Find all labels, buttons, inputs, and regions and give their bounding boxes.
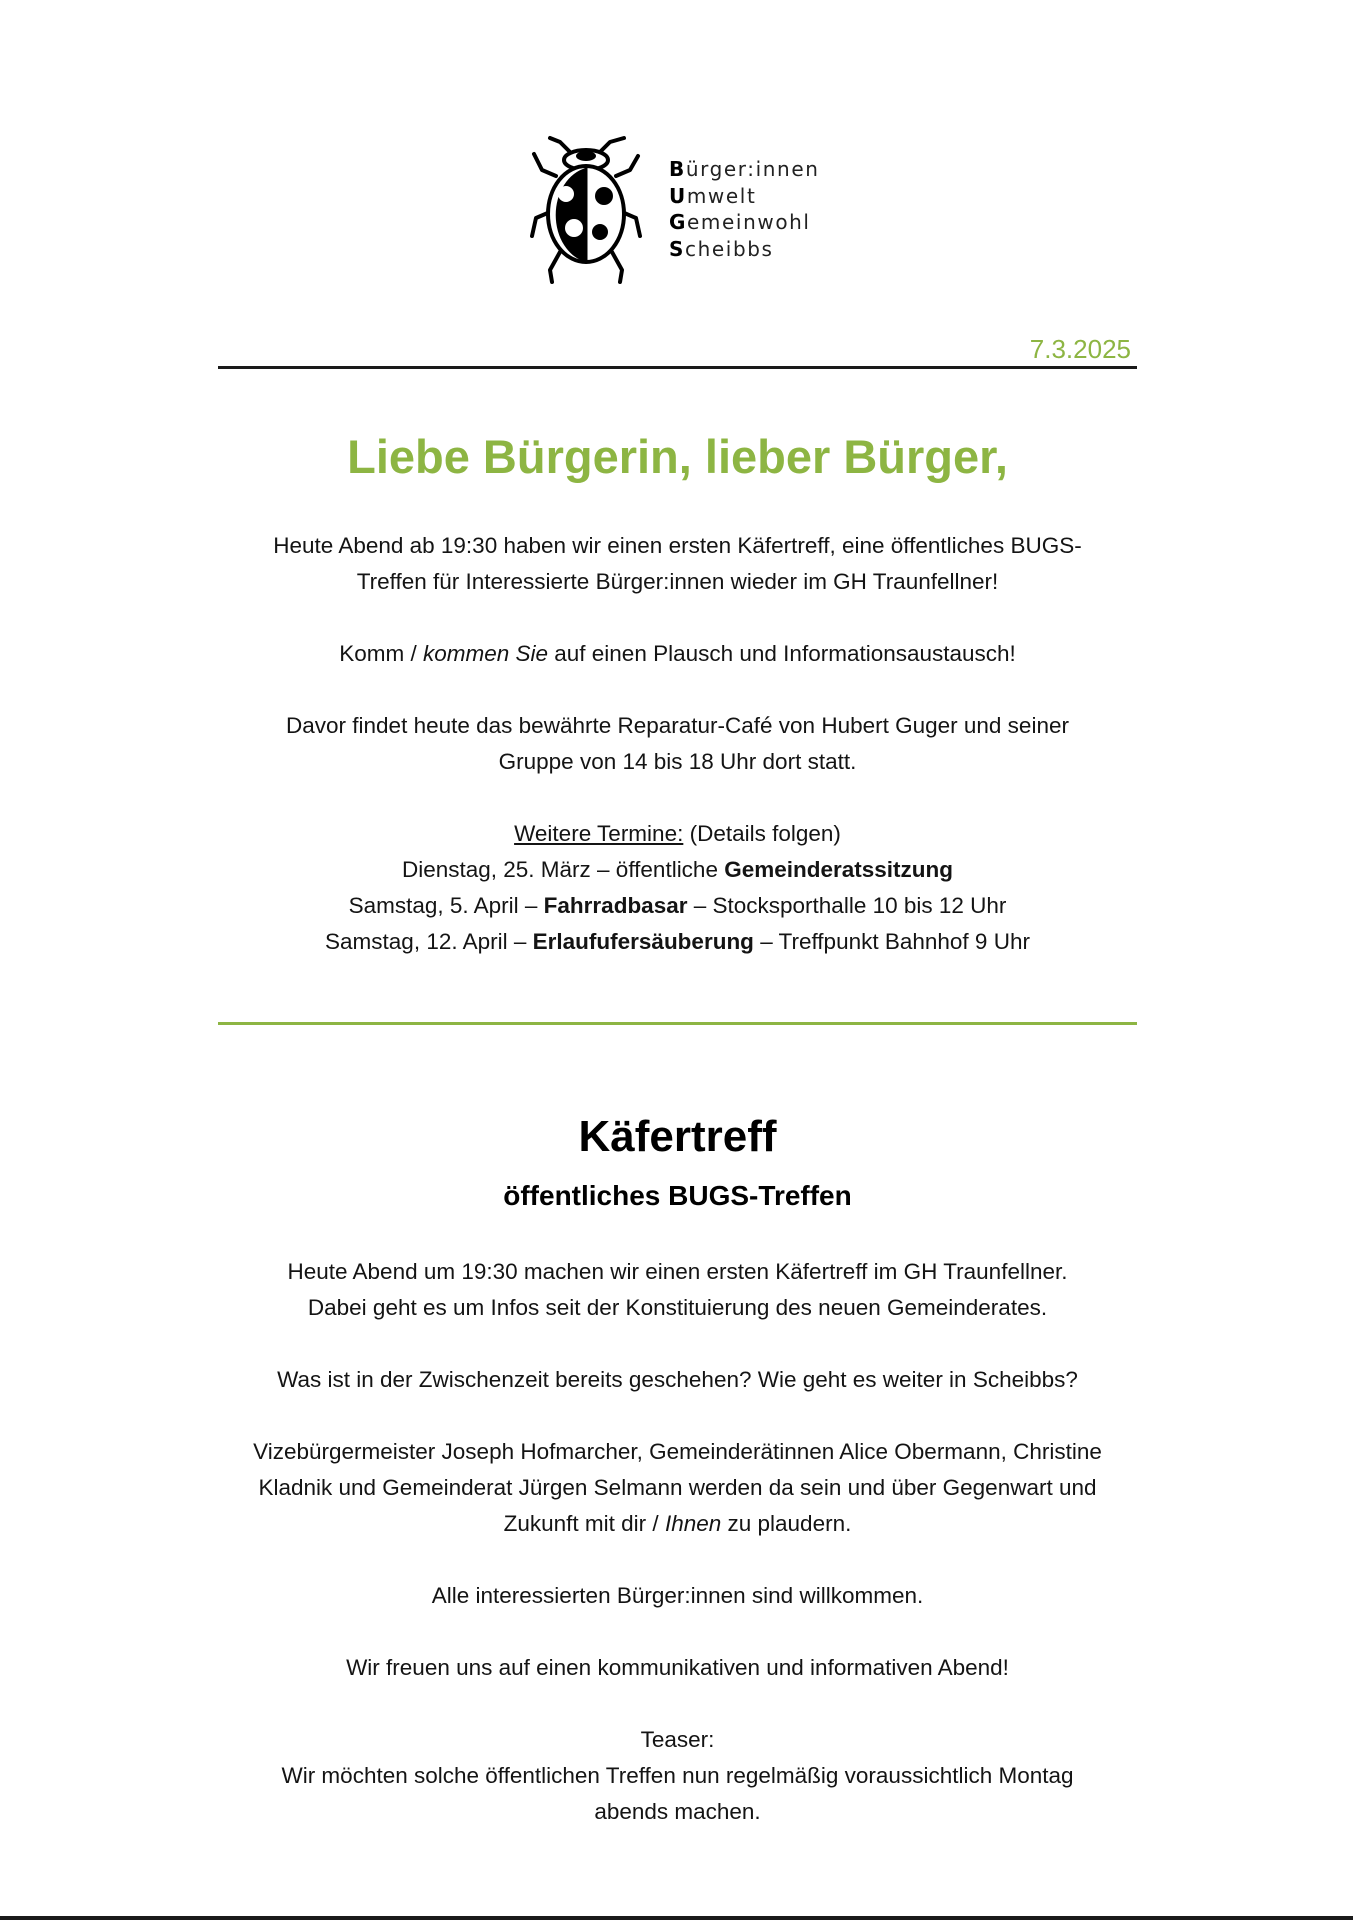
- intro-paragraph: Heute Abend ab 19:30 haben wir einen ersten Käfertreff, eine öffentliches BUGS- Treffen für Interessierte Bürger:innen wieder im GH Traunfellner!: [273, 533, 1082, 594]
- event-item: Dienstag, 25. März – öffentliche Gemeinderatssitzung: [401, 857, 954, 882]
- logo-wordmark: [669, 156, 820, 262]
- ladybug-icon: [530, 132, 642, 284]
- event-item: Samstag, 5. April – Fahrradbasar – Stocksporthalle 10 bis 12 Uhr: [348, 893, 1007, 918]
- section-subtitle: öffentliches BUGS-Treffen: [503, 1180, 852, 1211]
- teaser-label: Teaser:: [640, 1727, 715, 1752]
- logo-line: Umwelt: [669, 183, 757, 208]
- event-item: Samstag, 12. April – Erlaufufersäuberung – Treffpunkt Bahnhof 9 Uhr: [325, 929, 1030, 954]
- header-divider: [218, 366, 1137, 369]
- upcoming-dates-heading: Weitere Termine: (Details folgen): [514, 821, 841, 846]
- bugs-logo: [530, 132, 830, 284]
- greeting-heading: Liebe Bürgerin, lieber Bürger,: [347, 430, 1008, 483]
- teaser-paragraph: Teaser: Wir möchten solche öffentlichen Treffen nun regelmäßig voraussichtlich Montag abends machen.: [190, 1722, 1165, 1830]
- invite-paragraph: Komm / kommen Sie auf einen Plausch und Informationsaustausch!: [339, 641, 1016, 666]
- logo-line: Scheibbs: [669, 236, 774, 261]
- section-paragraph-1: Heute Abend um 19:30 machen wir einen ersten Käfertreff im GH Traunfellner. Dabei geht es um Infos seit der Konstituierung des neuen Gemeinderates.: [287, 1259, 1068, 1320]
- section-divider: [218, 1022, 1137, 1025]
- repair-cafe-paragraph: Davor findet heute das bewährte Reparatur-Café von Hubert Guger und seiner Gruppe von 14 bis 18 Uhr dort statt.: [286, 713, 1069, 774]
- logo-line: Bürger:innen: [669, 157, 820, 181]
- section-paragraph-4: Alle interessierten Bürger:innen sind willkommen.: [431, 1583, 924, 1608]
- logo-line: Gemeinwohl: [669, 210, 811, 234]
- page-bottom-edge: [0, 1916, 1353, 1920]
- section-paragraph-5: Wir freuen uns auf einen kommunikativen und informativen Abend!: [346, 1655, 1009, 1680]
- upcoming-dates: [190, 816, 1165, 960]
- section-paragraph-2: Was ist in der Zwischenzeit bereits geschehen? Wie geht es weiter in Scheibbs?: [277, 1367, 1078, 1392]
- section-paragraph-3: Vizebürgermeister Joseph Hofmarcher, Gemeinderätinnen Alice Obermann, Christine Kladnik und Gemeinderat Jürgen Selmann werden da sein und über Gegenwart und Zukunft mit dir / Ihnen zu plaudern.: [253, 1439, 1102, 1536]
- section-title: Käfertreff: [578, 1112, 777, 1161]
- newsletter-date: 7.3.2025: [1029, 334, 1131, 364]
